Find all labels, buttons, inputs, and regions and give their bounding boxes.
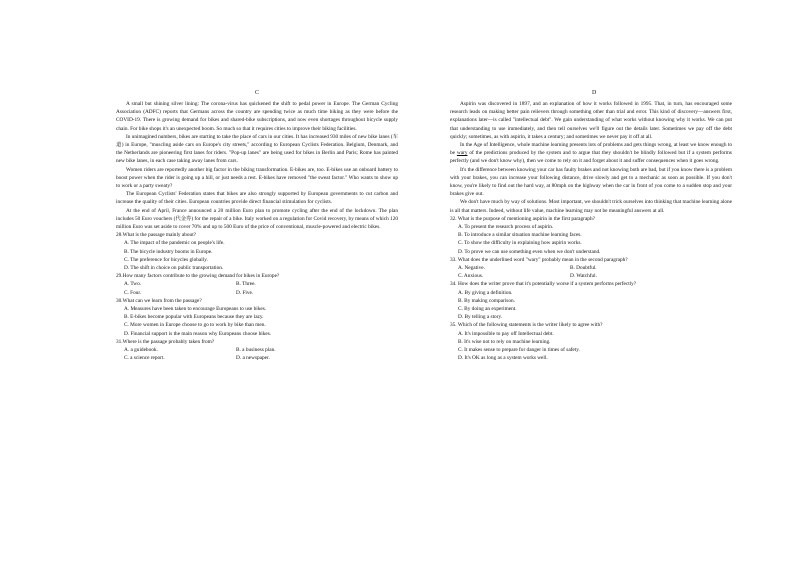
question-31-option-c: C. a science report. [124,355,165,362]
question-28-stem: 28.What is the passage mainly about? [116,232,197,239]
question-33-option-d: D. Watchful. [570,273,597,280]
question-29-options-row-2 [116,289,398,297]
passage-c-paragraph-4: The European Cyclists' Federation states that bikes are also strongly supported by European governments to cut carbon and increase the quality of their cities. European countries provide direct financial stimulation for cyclists. [116,191,398,206]
question-34-stem: 34. How does the writer prove that it's potentially worse if a system performs perfectly? [450,281,637,288]
question-33-stem: 33. What does the underlined word "wary" probably mean in the second paragraph? [450,256,628,263]
question-31-option-d: D. a newspaper. [236,355,270,362]
question-31-option-a: A. a guidebook. [124,347,158,354]
question-35-option-b: B. It's wise not to rely on machine learning. [458,338,551,345]
passage-d-paragraph-4: We don't have much by way of solutions. Most important, we shouldn't trick ourselves into thinking that machine learning alone is all that matters. Indeed, without life value, machine learning may not be meaningful answers at all. [450,199,732,214]
passage-d-paragraph-2-end: of the predictions produced by the system and to argue that they shouldn't be blindly followed but if a system performs perfectly (and we don't know why), then we come to rely on it and forget about it and suffer consequences when it goes wrong. [450,150,732,165]
question-31-options-row-1 [116,346,398,354]
question-28-option-c: C. The preference for bicycles globally. [124,256,208,263]
passage-d-paragraph-1: Aspirin was discovered in 1897, and an explanation of how it works followed in 1995. That, in turn, has encouraged some research leads on making better pain relievers through something other than trial and error. This kind of discovery—answers first, explanations later—is called "intellectual debt". We gain understanding of what works without knowing why it works. We can put that understanding to use immediately, and then tell ourselves we'll figure out the details later. Sometimes we pay off the debt quickly; sometimes, as with aspirin, it takes a century; and sometimes we never pay it off at all. [450,101,732,140]
question-29-stem: 29.How many factors contribute to the growing demand for bikes in Europe? [116,273,280,280]
question-33-option-a: A. Negative. [458,265,485,272]
question-35-option-c: C. It makes sense to prepare for danger in times of safety. [458,347,580,354]
question-35-option-a: A. It's impossible to pay off Intellectual debt. [458,330,554,337]
question-28-option-b: B. The bicycle industry booms in Europe. [124,248,213,255]
question-30-option-b: B. E-bikes become popular with Europeans because they are lazy. [124,314,264,321]
passage-d-paragraph-3: It's the difference between knowing your car has faulty brakes and not knowing both are bad, but if you know there is a problem with your brakes, you can increase your following distance, drive slowly and get to a mechanic as soon as possible. If you don't know, you're likely to find out the hard way, at 80mph on the highway when the car in front of you come to a sudden stop and your brakes give out. [450,166,732,198]
question-28-option-a: A. The impact of the pandemic on people's life. [124,240,225,247]
passage-d-heading: D [592,90,597,96]
passage-c-paragraph-2: In unimagined numbers, bikes are starting to take the place of cars in our cities. It has increased 930 miles of new bike lanes (车道) in Europe, "muscling aside cars on Europe's city streets," according to European Cyclists Federation. Belgium, Denmark, and the Netherlands are pioneering first lanes for riders. "Pop-up lanes" are being used for bikes in Berlin and Paris; Rome has painted new bike lanes, in each case taking away lanes from cars. [116,133,398,165]
question-32-option-b: B. To introduce a similar situation machine learning faces. [458,232,582,239]
question-35-option-d: D. It's OK as long as a system works well. [458,355,548,362]
passage-c-paragraph-5: At the end of April, France announced a 20 million Euro plan to promote cycling after the end of the lockdown. The plan includes 50 Euro vouchers (代金券) for the repair of a bike. Italy worked on a regulation for Covid recovery, by means of which 120 million Euro was set aside to cover 70% and up to 500 Euro of the price of conventional, muscle-powered and electric bikes. [116,207,398,231]
question-30-option-d: D. Financial support is the main reason why Europeans choose bikes. [124,330,272,337]
question-34-option-b: B. By making comparison. [458,297,515,304]
question-31-option-b: B. a business plan. [236,347,276,354]
underlined-word-wary: wary [456,150,468,157]
question-35-stem: 35. Which of the following statements is the writer likely to agree with? [450,322,603,329]
question-32-option-c: C. To show the difficulty in explaining how aspirin works. [458,240,582,247]
question-33-option-b: B. Doubtful. [570,265,597,272]
question-33-options-row-2 [450,272,732,280]
left-column [116,92,398,363]
question-31-options-row-2 [116,354,398,362]
question-33-options-row-1 [450,264,732,272]
question-30-stem: 30.What can we learn from the passage? [116,297,202,304]
question-32-option-a: A. To present the research process of aspirin. [458,224,554,231]
passage-d-paragraph-2 [450,141,732,166]
question-31-stem: 31.Where is the passage probably taken from? [116,338,215,345]
question-30-option-c: C. More women in Europe choose to go to work by bike than men. [124,322,266,329]
question-28-option-d: D. The shift in choice on public transportation. [124,265,224,272]
right-column [450,92,732,363]
passage-c-heading: C [255,90,260,96]
question-33-option-c: C. Anxious. [458,273,484,280]
question-34-option-a: A. By giving a definition. [458,289,513,296]
question-29-option-a: A. Two. [124,281,142,288]
passage-c-paragraph-1: A small but shining silver lining: The corona-virus has quickened the shift to pedal power in Europe. The German Cycling Association (ADFC) reports that Germans across the country are spending twice as much time biking as they were before the COVID-19. There is growing demand for bikes and shared-bike subscriptions, and now even shortages throughout bicycle supply chain. For bike shops it's an unexpected boom. So much so that it requires cities to improve their biking facilities. [116,101,398,132]
passage-c-paragraph-3: Women riders are reportedly another big factor in the biking transformation. E-bikes are, too. E-bikes use an onboard battery to boost power when the rider is going up a hill, or just needs a rest. E-bikes have removed "the sweat factor." Who wants to show up to work or a party sweaty? [116,166,398,190]
question-32-stem: 32. What is the purpose of mentioning aspirin in the first paragraph? [450,215,595,222]
question-29-option-b: B. Three. [236,281,256,288]
question-29-option-d: D. Five. [236,289,254,296]
question-34-option-d: D. By telling a story. [458,314,503,321]
question-29-option-c: C. Four. [124,289,142,296]
question-30-option-a: A. Measures have been taken to encourage Europeans to use bikes. [124,306,267,313]
question-32-option-d: D. To prove we can use something even when we don't understand. [458,248,601,255]
question-29-options-row-1 [116,280,398,288]
question-34-option-c: C. By doing an experiment. [458,306,517,313]
passage-d-paragraph-2-start: In the Age of Intelligence, whole machine learning presents lots of problems and gets things wrong, at least we know enough to be [450,142,732,157]
